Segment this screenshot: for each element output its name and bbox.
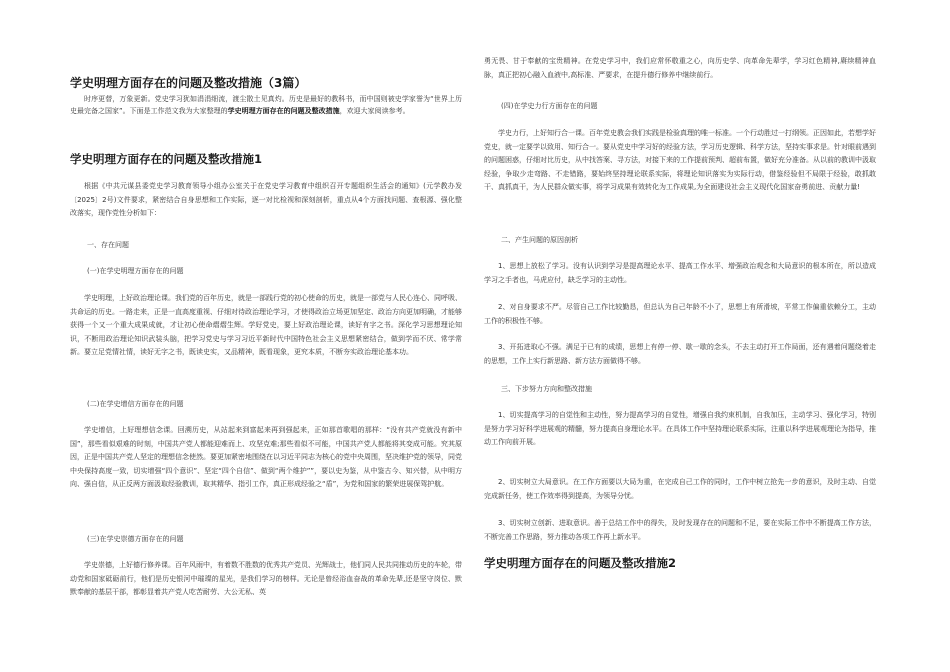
subsection-2-paragraph: 学史增信，上好理想信念课。回溯历史，从站起来到富起来再到强起来，正如那首歌唱的那样：“没有共产党就没有新中国”，那些看似艰难的时刻，中国共产党人都能迎难而上、攻坚克难;那些看似不可能，中国共产党人都能将其变成可能。究其原因，正是中国共产党人坚定的理想信念使然。要更加紧密地围绕在以习近平同志为核心的党中央周围，坚决维护党的领导，同党中央保持高度一致，切实增强“四个意识”、坚定“四个自信”、做到“两个维护””，要以史为鉴，从中鉴古今、知兴替，从中明方向、强自信，从正反两方面汲取经验教训，取其精华、指引工作，真正形成经验之“盾”，为党和国家的繁荣进展保驾护航。: [70, 426, 462, 489]
subsection-3-title: (三)在学史崇德方面存在的问题: [87, 535, 184, 543]
intro-bold-title: 学史明理方面存在的问题及整改措施: [227, 107, 340, 116]
basis-paragraph: 根据《中共元谋县委党史学习教育领导小组办公室关于在党史学习教育中组织召开专题组织生活会的通知》(元学教办发〔2025〕2号)文件要求，紧密结合自身思想和工作实际，逐一对比检视和深刻剖析，重点从4个方面找问题、查根源、强化整改落实，现作党性分析如下：: [70, 182, 462, 218]
cause-2: 2、对自身要求不严。尽管自己工作比较勤恳，但总认为自己年龄不小了，思想上有所滑坡，平常工作偏重依赖分工，主动工作的积极性不够。: [484, 303, 876, 325]
document-title: 学史明理方面存在的问题及整改措施（3篇）: [70, 76, 307, 90]
part-1-title: 一、存在问题: [87, 241, 129, 249]
intro-text-end: ，欢迎大家阅读参考。: [339, 107, 410, 116]
measure-2: 2、切实树立大局意识。在工作方面要以大局为重，在完成自己工作的同时，工作中树立抢先一步的意识，及时主动、自觉完成新任务，使工作效率得到提高，为领导分忧。: [484, 478, 876, 500]
measure-1: 1、切实提高学习的自觉性和主动性，努力提高学习的自觉性，增强自我约束机制，自我加压，主动学习、强化学习，特别是努力学习好科学进展观的精髓，努力提高自身理论水平。在具体工作中坚持理论联系实际，注重以科学进展观理论为指导，推动工作向前开展。: [484, 411, 876, 447]
cause-1: 1、思想上放松了学习。没有认识到学习是提高理论水平、提高工作水平、增强政治观念和大局意识的根本所在，所以造成学习之手者也，马虎应付，缺乏学习的主动性。: [484, 262, 876, 284]
part-3-title: 三、下步努力方向和整改措施: [501, 385, 592, 393]
intro-paragraph: [70, 93, 462, 118]
subsection-2-title: (二)在学史增信方面存在的问题: [87, 400, 184, 408]
subsection-4-title: (四)在学史力行方面存在的问题: [501, 102, 598, 110]
intro-text: 时序更替，万象更新。党史学习犹如涓涓细流，渡尘散土见真灼。历史是最好的教科书，而中国则被史学家誉为“世界上历史最完备之国家”。下面是工作范文我为大家整理的: [70, 95, 462, 116]
section-2-heading: 学史明理方面存在的问题及整改措施2: [484, 556, 676, 570]
subsection-3-paragraph-continued: 勇无畏、甘于奉献的宝贵精神。在党史学习中，我们应常怀敬重之心，向历史学、向革命先辈学，学习红色精神,赓续精神血脉，真正把初心融入血液中,高标准、严要求，在提升德行修养中继续前行。: [484, 57, 876, 79]
subsection-1-paragraph: 学史明理，上好政治理论课。我们党的百年历史，就是一部践行党的初心使命的历史，就是一部党与人民心连心、同呼吸、共命运的历史。一路走来，正是一直高度重视、仔细对待政治理论学习，才使得政治立场更加坚定、政治方向更加明确，才能够获得一个又一个重大成果成就，才让初心使命熠熠生辉。学好党史，要上好政治理论课，读好有字之书。深化学习思想理论知识，不断用政治理论知识武装头脑，把学习党史与学习习近平新时代中国特色社会主义思想紧密结合，做到学而不厌、常学常新。要立足党情社情，读好无字之书，既读史实，又品精神，既看现象，更究本质，不断夯实政治理论基本功。: [70, 294, 462, 357]
measure-3: 3、切实树立创新、进取意识。善于总结工作中的得失，及时发现存在的问题和不足，要在实际工作中不断提高工作方法，不断完善工作思路，努力推动各项工作再上新水平。: [484, 519, 876, 541]
part-2-title: 二、产生问题的原因剖析: [501, 236, 578, 244]
subsection-3-paragraph: 学史崇德，上好德行修养课。百年风雨中，有着数不胜数的优秀共产党员、光辉战士，他们同人民共同推动历史的车轮，带动党和国家砥砺前行，他们是历史银河中璀璨的星光，是我们学习的榜样。无论是曾经浴血奋战的革命先辈,还是坚守岗位、默默奉献的基层干部，都彰显着共产党人吃苦耐劳、大公无私、英: [70, 561, 462, 597]
cause-3: 3、开拓进取心不强。满足于已有的成绩，思想上有停一停、歇一歇的念头，不去主动打开工作局面，还有遇着问题绕着走的思想，工作上实行新思路、新方法方面做得不够。: [484, 343, 876, 365]
subsection-4-paragraph: 学史力行，上好知行合一课。百年党史教会我们实践是检验真理的唯一标准。一个行动胜过一打纲领。正因如此，若想学好党史，就一定要学以致用、知行合一。要从党史中学习好的经验方法，学习历史逻辑、科学方法，坚持实事求是。针对眼前遇到的问题困惑，仔细对比历史，从中找答案、寻方法，对接下来的工作提前预判、超前布置，做好充分准备。从以前的教训中汲取经验，争取少走弯路、不走错路，要始终坚持理论联系实际，将理论知识落实为实际行动，借鉴经验但不局限于经验，敢抓敢干、真抓真干，为人民群众做实事，将学习成果有效转化为工作成果,为全面建设社会主义现代化国家奋勇前进、贡献力量!: [484, 129, 876, 192]
section-1-heading: 学史明理方面存在的问题及整改措施1: [70, 152, 262, 166]
subsection-1-title: (一)在学史明理方面存在的问题: [87, 267, 184, 275]
